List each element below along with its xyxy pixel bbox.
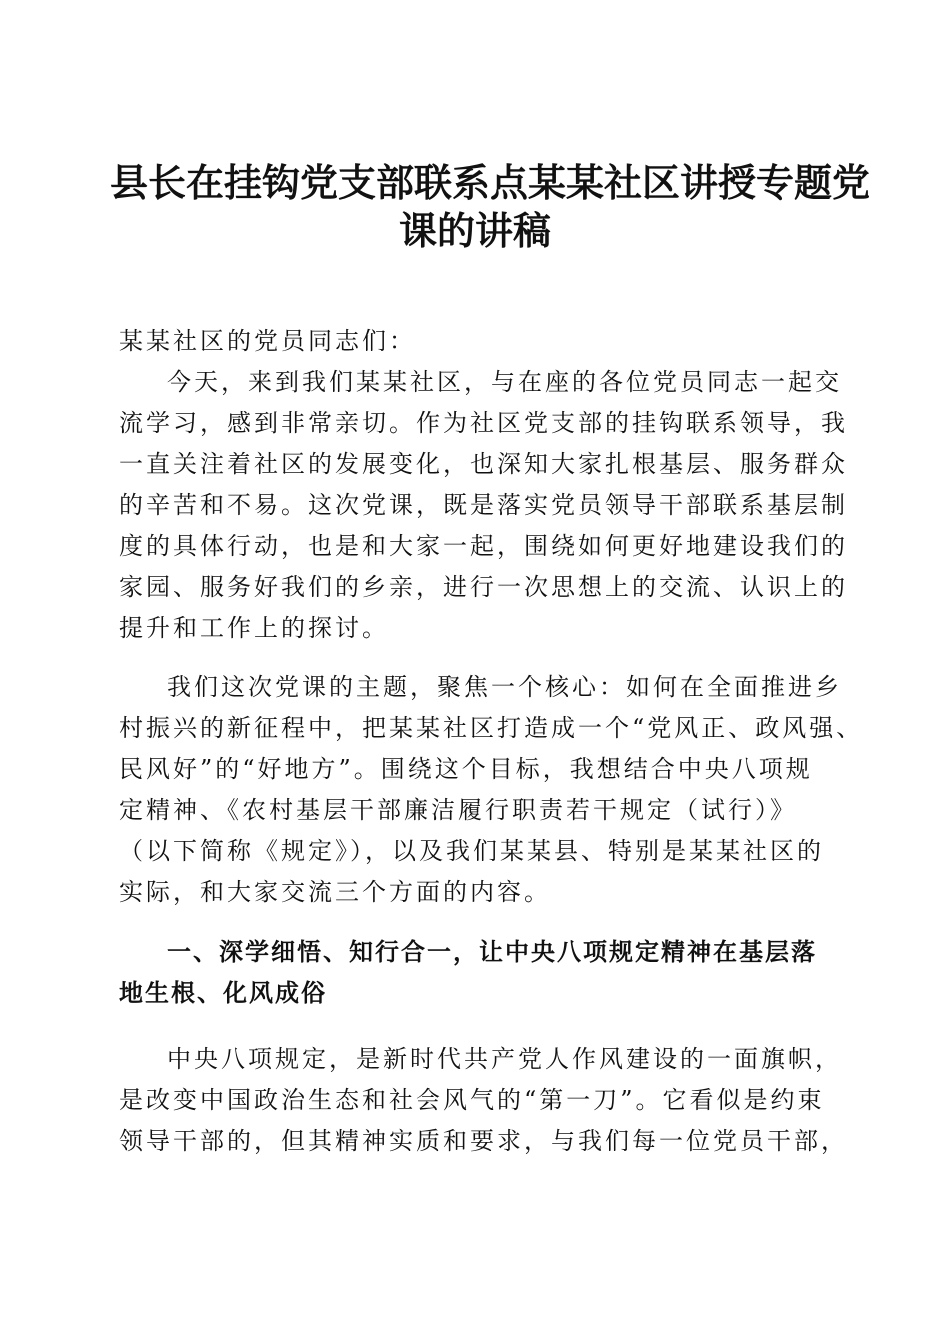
paragraph-2-line: 民风好”的“好地方”。围绕这个目标，我想结合中央八项规 — [119, 755, 813, 783]
paragraph-2-line: （以下简称《规定》），以及我们某某县、特别是某某社区的 — [119, 837, 824, 865]
paragraph-2-line: 我们这次党课的主题，聚焦一个核心：如何在全面推进乡 — [167, 673, 842, 701]
paragraph-1-line: 流学习，感到非常亲切。作为社区党支部的挂钩联系领导，我 — [119, 409, 848, 437]
paragraph-3-line: 中央八项规定，是新时代共产党人作风建设的一面旗帜， — [167, 1045, 842, 1073]
salutation: 某某社区的党员同志们： — [119, 327, 416, 355]
section-heading-1-line: 一、深学细悟、知行合一，让中央八项规定精神在基层落 — [167, 938, 817, 966]
paragraph-3-line: 领导干部的，但其精神实质和要求，与我们每一位党员干部， — [119, 1127, 848, 1155]
paragraph-1-line: 度的具体行动，也是和大家一起，围绕如何更好地建设我们的 — [119, 532, 848, 560]
paragraph-3-line: 是改变中国政治生态和社会风气的“第一刀”。它看似是约束 — [119, 1086, 825, 1114]
paragraph-2-line: 村振兴的新征程中，把某某社区打造成一个“党风正、政风强、 — [119, 714, 864, 742]
paragraph-1-line: 的辛苦和不易。这次党课，既是落实党员领导干部联系基层制 — [119, 491, 848, 519]
paragraph-1-line: 今天，来到我们某某社区，与在座的各位党员同志一起交 — [167, 368, 842, 396]
paragraph-1-line: 家园、服务好我们的乡亲，进行一次思想上的交流、认识上的 — [119, 573, 848, 601]
paragraph-2-line: 定精神、《农村基层干部廉洁履行职责若干规定（试行）》 — [119, 796, 797, 824]
paragraph-1-line: 提升和工作上的探讨。 — [119, 614, 389, 642]
paragraph-1-line: 一直关注着社区的发展变化，也深知大家扎根基层、服务群众 — [119, 450, 848, 478]
section-heading-1-line: 地生根、化风成俗 — [119, 979, 327, 1007]
document-title-line-2: 课的讲稿 — [398, 208, 551, 253]
document-title-line-1: 县长在挂钩党支部联系点某某社区讲授专题党 — [110, 160, 871, 205]
paragraph-2-line: 实际，和大家交流三个方面的内容。 — [119, 878, 551, 906]
